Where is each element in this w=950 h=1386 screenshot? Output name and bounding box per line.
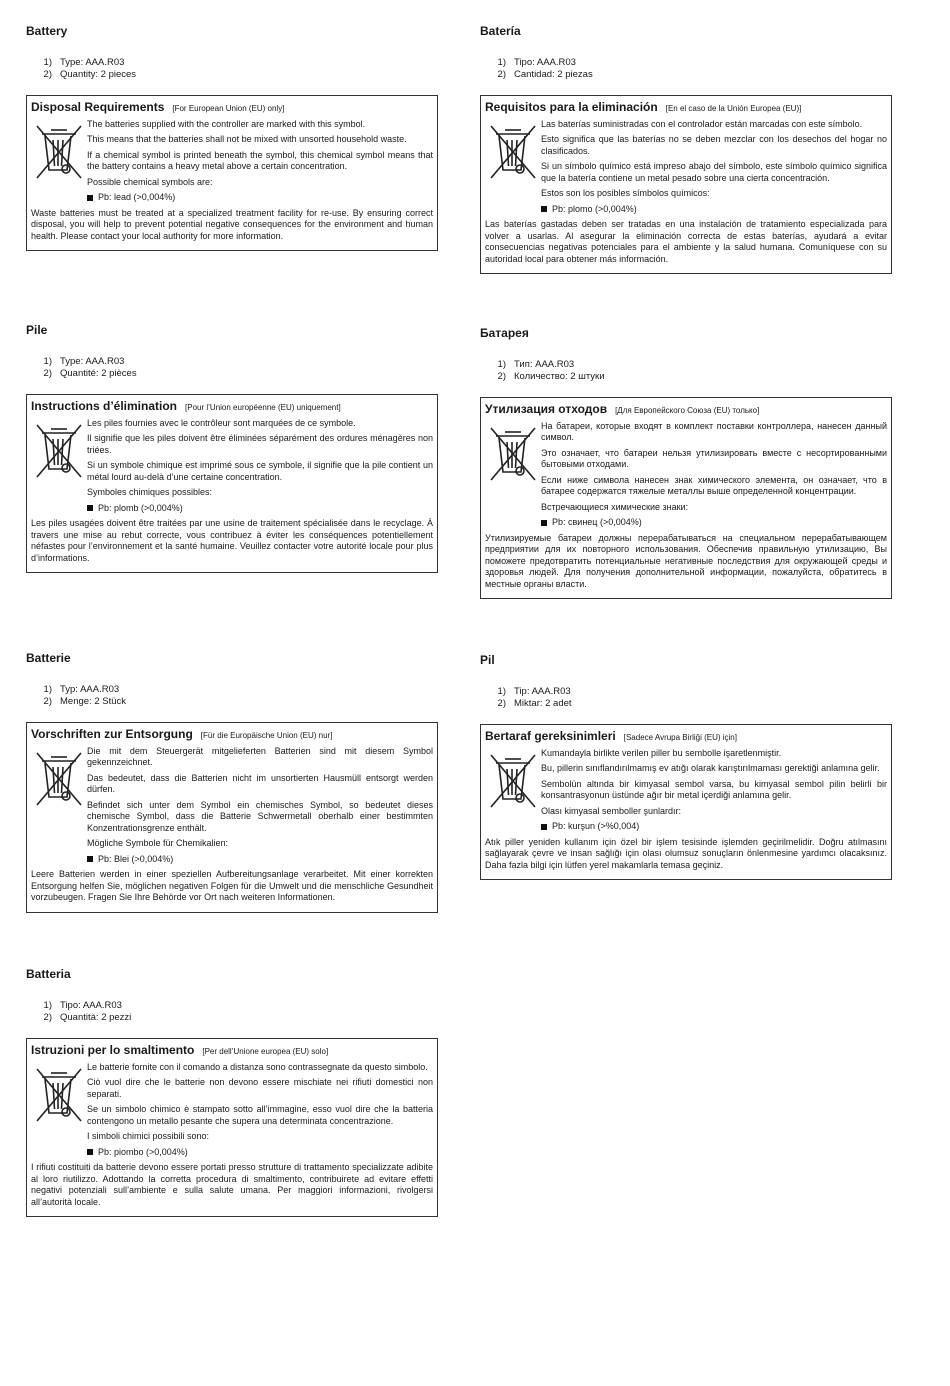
spec-text: Tipo: AAA.R03 <box>60 1000 122 1011</box>
spec-list <box>26 684 438 708</box>
battery-section-tr <box>480 653 892 880</box>
spec-item <box>26 1000 438 1012</box>
disposal-paragraph: Le batterie fornite con il comando a distanza sono contrassegnate da questo simbolo. <box>87 1061 428 1072</box>
disposal-paragraph: Si un símbolo químico está impreso abajo del símbolo, este símbolo químico significa que la batería contiene un metal pesado sobre una cierta concentración. <box>541 161 887 183</box>
disposal-paragraph: If a chemical symbol is printed beneath the symbol, this chemical symbol means that the battery contains a heavy metal above a certain concentration. <box>87 149 433 171</box>
spec-text: Quantité: 2 pièces <box>60 368 137 379</box>
spec-item <box>480 371 892 383</box>
spec-number: 2) <box>497 371 506 382</box>
disposal-scope: [Für die Europäische Union (EU) nur] <box>200 731 333 740</box>
disposal-text <box>87 1062 433 1163</box>
spec-number: 2) <box>43 368 52 379</box>
disposal-box <box>480 397 892 599</box>
disposal-body <box>485 421 887 533</box>
disposal-paragraph: Встречающиеся химические знаки: <box>541 501 689 512</box>
spec-list <box>480 686 892 710</box>
disposal-paragraph: Se un simbolo chimico è stampato sotto all’immagine, esso vuol dire che la batteria contengono un metallo pesante che supera una determinata concentrazione. <box>87 1104 433 1126</box>
disposal-text <box>541 119 887 220</box>
spec-text: Miktar: 2 adet <box>514 698 572 709</box>
spec-text: Type: AAA.R03 <box>60 356 125 367</box>
chemical-symbol <box>87 854 433 866</box>
chemical-text: Pb: Blei (>0,004%) <box>98 853 174 864</box>
disposal-paragraph: Esto significa que las baterías no se deben mezclar con los desechos del hogar no clasificados. <box>541 134 887 156</box>
section-title: Battery <box>26 24 68 38</box>
spec-item <box>26 57 438 69</box>
disposal-footer: Las baterías gastadas deben ser tratadas en una instalación de tratamiento especializada para volver a usarlas. Al asegurar la eliminación correcta de estas baterías, ayudará a evitar consecuencias negativas potenciales para el ambiente y la salud humana. Comuníquese con su autoridad local para obtener más información. <box>485 219 887 264</box>
disposal-header <box>31 102 433 115</box>
crossed-bin-icon <box>31 421 87 481</box>
spec-item <box>26 69 438 81</box>
chemical-symbol <box>541 204 887 216</box>
spec-item <box>26 368 438 380</box>
disposal-paragraph: Это означает, что батареи нельзя утилизировать вместе с несортированными бытовыми отходами. <box>541 447 887 469</box>
spec-item <box>26 1012 438 1024</box>
spec-text: Тип: AAA.R03 <box>514 359 575 370</box>
disposal-paragraph: Befindet sich unter dem Symbol ein chemisches Symbol, so bedeutet dieses chemische Symbol, dass die Batterie Schwermetall oberhalb einer bestimmten Konzentrationsgrenze enthält. <box>87 799 433 833</box>
spec-list <box>480 359 892 383</box>
disposal-footer: Les piles usagées doivent être traitées par une usine de traitement spécialisée dans le recyclage. À travers une mise au rebut correcte, vous contribuez à éviter les conséquences potentiellement néfastes pour l’environnement et la santé humaine. Veuillez contacter votre autorité locale pour plus d’informations. <box>31 518 433 563</box>
spec-number: 1) <box>497 57 506 68</box>
disposal-paragraph: Las baterías suministradas con el controlador están marcadas con este símbolo. <box>541 118 863 129</box>
disposal-box <box>26 722 438 913</box>
disposal-box <box>480 724 892 880</box>
disposal-box <box>480 95 892 274</box>
crossed-bin-icon <box>31 1065 87 1125</box>
crossed-bin-icon <box>31 749 87 809</box>
disposal-paragraph: I simboli chimici possibili sono: <box>87 1131 210 1141</box>
section-title: Pile <box>26 323 48 337</box>
spec-number: 2) <box>497 69 506 80</box>
battery-section-fr <box>26 323 438 573</box>
spec-item <box>480 57 892 69</box>
bullet-square-icon <box>87 1149 93 1155</box>
spec-number: 1) <box>43 684 52 695</box>
chemical-symbol <box>541 517 887 529</box>
disposal-header <box>485 404 887 417</box>
disposal-paragraph: This means that the batteries shall not be mixed with unsorted household waste. <box>87 134 407 144</box>
disposal-paragraph: Mögliche Symbole für Chemikalien: <box>87 838 229 848</box>
disposal-title: Requisitos para la eliminación <box>485 100 658 114</box>
disposal-title: Instructions d’élimination <box>31 399 178 413</box>
disposal-header <box>31 1045 433 1058</box>
spec-number: 1) <box>497 359 506 370</box>
spec-number: 2) <box>43 69 52 80</box>
disposal-body <box>31 1062 433 1163</box>
disposal-paragraph: Estos son los posibles símbolos químicos: <box>541 188 710 198</box>
disposal-text <box>87 746 433 870</box>
chemical-text: Pb: plomb (>0,004%) <box>98 502 183 513</box>
spec-item <box>480 359 892 371</box>
crossed-bin-icon <box>485 424 541 484</box>
disposal-header <box>485 102 887 115</box>
chemical-text: Pb: kurşun (>%0,004) <box>552 821 640 831</box>
section-title: Batterie <box>26 651 71 665</box>
disposal-paragraph: Die mit dem Steuergerät mitgelieferten Batterien sind mit diesem Symbol gekennzeichnet. <box>87 745 433 767</box>
spec-number: 2) <box>43 1012 52 1023</box>
chemical-symbol <box>87 1147 433 1159</box>
disposal-text <box>87 418 433 519</box>
battery-section-es <box>480 24 892 274</box>
spec-text: Typ: AAA.R03 <box>60 684 120 695</box>
section-title: Pil <box>480 653 495 667</box>
chemical-symbol <box>87 503 433 515</box>
bullet-square-icon <box>87 505 93 511</box>
disposal-footer: I rifiuti costituiti da batterie devono essere portati presso strutture di trattamento specializzate adibite al loro riutilizzo. Adottando la corretta procedura di smaltimento, contribuirete ad evitare effetti negativi potenziali sull’ambiente e sulla salute umana. Per maggiori informazioni, rivolgersi all’autorità locale. <box>31 1162 433 1207</box>
crossed-bin-icon <box>485 751 541 811</box>
disposal-paragraph: Possible chemical symbols are: <box>87 176 213 187</box>
disposal-scope: [Для Европейского Союза (EU) только] <box>615 406 760 415</box>
spec-item <box>480 69 892 81</box>
crossed-bin-icon <box>31 122 87 182</box>
bullet-square-icon <box>541 824 547 830</box>
disposal-paragraph: Les piles fournies avec le contrôleur sont marquées de ce symbole. <box>87 417 356 428</box>
battery-section-en <box>26 24 438 251</box>
disposal-body <box>31 746 433 870</box>
disposal-paragraph: Si un symbole chimique est imprimé sous ce symbole, il signifie que la pile contient un métal lourd au-delà d’une certaine concentration. <box>87 460 433 482</box>
crossed-bin-icon <box>485 122 541 182</box>
disposal-scope: [Per dell’Unione europea (EU) solo] <box>202 1047 329 1056</box>
chemical-symbol <box>87 192 433 204</box>
spec-number: 1) <box>43 57 52 68</box>
disposal-paragraph: Olası kimyasal semboller şunlardır: <box>541 805 682 816</box>
disposal-box <box>26 95 438 251</box>
bullet-square-icon <box>87 195 93 201</box>
bullet-square-icon <box>541 520 547 526</box>
section-title: Batería <box>480 24 521 38</box>
disposal-paragraph: Sembolün altında bir kimyasal sembol varsa, bu kimyasal sembol pilin belirli bir konsantrasyonun üstünde ağır bir metal içerdiği anlamına gelir. <box>541 778 887 800</box>
disposal-scope: [For European Union (EU) only] <box>172 104 285 113</box>
spec-number: 1) <box>43 356 52 367</box>
disposal-footer: Утилизируемые батареи должны перерабатываться на специальном перерабатывающем предприятии для их повторного использования. Обеспечив правильную утилизацию, Вы поможете предотвратить потенциальные негативные последствия для окружающей среды и здоровья людей. Для получения дополнительной информации, пожалуйста, обратитесь в местные органы власти. <box>485 532 887 589</box>
spec-list <box>480 57 892 81</box>
disposal-body <box>31 418 433 519</box>
disposal-paragraph: Bu, pillerin sınıflandırılmamış ev atığı olarak karıştırılmaması gerektiği anlamına gelir. <box>541 763 880 773</box>
disposal-scope: [En el caso de la Unión Europea (EU)] <box>665 104 802 113</box>
battery-section-de <box>26 651 438 913</box>
spec-item <box>26 696 438 708</box>
spec-item <box>26 356 438 368</box>
spec-list <box>26 356 438 380</box>
spec-number: 2) <box>497 698 506 709</box>
battery-section-it <box>26 967 438 1217</box>
disposal-footer: Waste batteries must be treated at a specialized treatment facility for re-use. By ensuring correct disposal, you will help to prevent potential negative consequences for the environment and human health. Please contact your local authority for more information. <box>31 207 433 241</box>
disposal-header <box>485 731 887 744</box>
spec-text: Tipo: AAA.R03 <box>514 57 576 68</box>
disposal-box <box>26 1038 438 1217</box>
disposal-title: Disposal Requirements <box>31 100 165 114</box>
disposal-header <box>31 401 433 414</box>
disposal-title: Утилизация отходов <box>485 402 608 416</box>
disposal-header <box>31 729 433 742</box>
spec-text: Cantidad: 2 piezas <box>514 69 593 80</box>
disposal-paragraph: Il signifie que les piles doivent être éliminées séparément des ordures ménagères non triées. <box>87 433 433 455</box>
spec-list <box>26 1000 438 1024</box>
disposal-body <box>485 119 887 220</box>
spec-text: Menge: 2 Stück <box>60 696 127 707</box>
section-title: Батарея <box>480 326 529 340</box>
chemical-text: Pb: plomo (>0,004%) <box>552 203 637 214</box>
disposal-text <box>87 119 433 208</box>
spec-number: 1) <box>43 1000 52 1011</box>
disposal-scope: [Pour l’Union européenne (EU) uniquement] <box>185 403 341 412</box>
chemical-text: Pb: piombo (>0,004%) <box>98 1146 188 1157</box>
disposal-body <box>485 748 887 837</box>
spec-number: 2) <box>43 696 52 707</box>
spec-text: Количество: 2 штуки <box>514 371 605 382</box>
spec-list <box>26 57 438 81</box>
spec-text: Quantity: 2 pieces <box>60 69 137 80</box>
spec-text: Tip: AAA.R03 <box>514 686 571 697</box>
disposal-footer: Leere Batterien werden in einer speziellen Aufbereitungsanlage verarbeitet. Mit einer korrekten Entsorgung helfen Sie, möglichen negativen Folgen für die Umwelt und die menschliche Gesundheit vorzubeugen. Fragen Sie Ihre Behörde vor Ort nach weiteren Informationen. <box>31 869 433 902</box>
spec-item <box>480 698 892 710</box>
disposal-paragraph: Symboles chimiques possibles: <box>87 487 213 497</box>
disposal-text <box>541 421 887 533</box>
disposal-title: Istruzioni per lo smaltimento <box>31 1043 195 1057</box>
disposal-body <box>31 119 433 208</box>
battery-section-ru <box>480 326 892 599</box>
disposal-paragraph: The batteries supplied with the controller are marked with this symbol. <box>87 118 366 129</box>
spec-item <box>480 686 892 698</box>
disposal-footer: Atık piller yeniden kullanım için özel bir işlem tesisinde işlemden geçirilmelidir. Doğru atılmasını sağlayarak çevre ve insan sağlığı için olası olumsuz sonuçların önlenmesine yardımcı olacaksınız. Daha fazla bilgi için lütfen yerel makamlarla temasa geçiniz. <box>485 836 887 870</box>
chemical-symbol <box>541 821 887 833</box>
disposal-title: Vorschriften zur Entsorgung <box>31 727 193 741</box>
disposal-paragraph: На батареи, которые входят в комплект поставки контроллера, нанесен данный символ. <box>541 420 887 442</box>
chemical-text: Pb: свинец (>0,004%) <box>552 517 642 527</box>
disposal-paragraph: Das bedeutet, dass die Batterien nicht im unsortierten Hausmüll entsorgt werden dürfen. <box>87 772 433 794</box>
disposal-box <box>26 394 438 573</box>
section-title: Batteria <box>26 967 71 981</box>
disposal-text <box>541 748 887 837</box>
disposal-scope: [Sadece Avrupa Birliği (EU) için] <box>623 733 737 742</box>
chemical-text: Pb: lead (>0,004%) <box>98 192 176 202</box>
spec-item <box>26 684 438 696</box>
spec-text: Quantità: 2 pezzi <box>60 1012 132 1023</box>
disposal-paragraph: Ciò vuol dire che le batterie non devono essere mischiate nei rifiuti domestici non separati. <box>87 1077 433 1099</box>
disposal-paragraph: Kumandayla birlikte verilen piller bu sembolle işaretlenmiştir. <box>541 747 782 758</box>
bullet-square-icon <box>87 856 93 862</box>
spec-number: 1) <box>497 686 506 697</box>
disposal-paragraph: Если ниже символа нанесен знак химического элемента, он означает, что в батарее содержатся тяжелые металлы выше определенной концентрации. <box>541 474 887 496</box>
disposal-title: Bertaraf gereksinimleri <box>485 729 616 743</box>
bullet-square-icon <box>541 206 547 212</box>
spec-text: Type: AAA.R03 <box>60 57 125 68</box>
